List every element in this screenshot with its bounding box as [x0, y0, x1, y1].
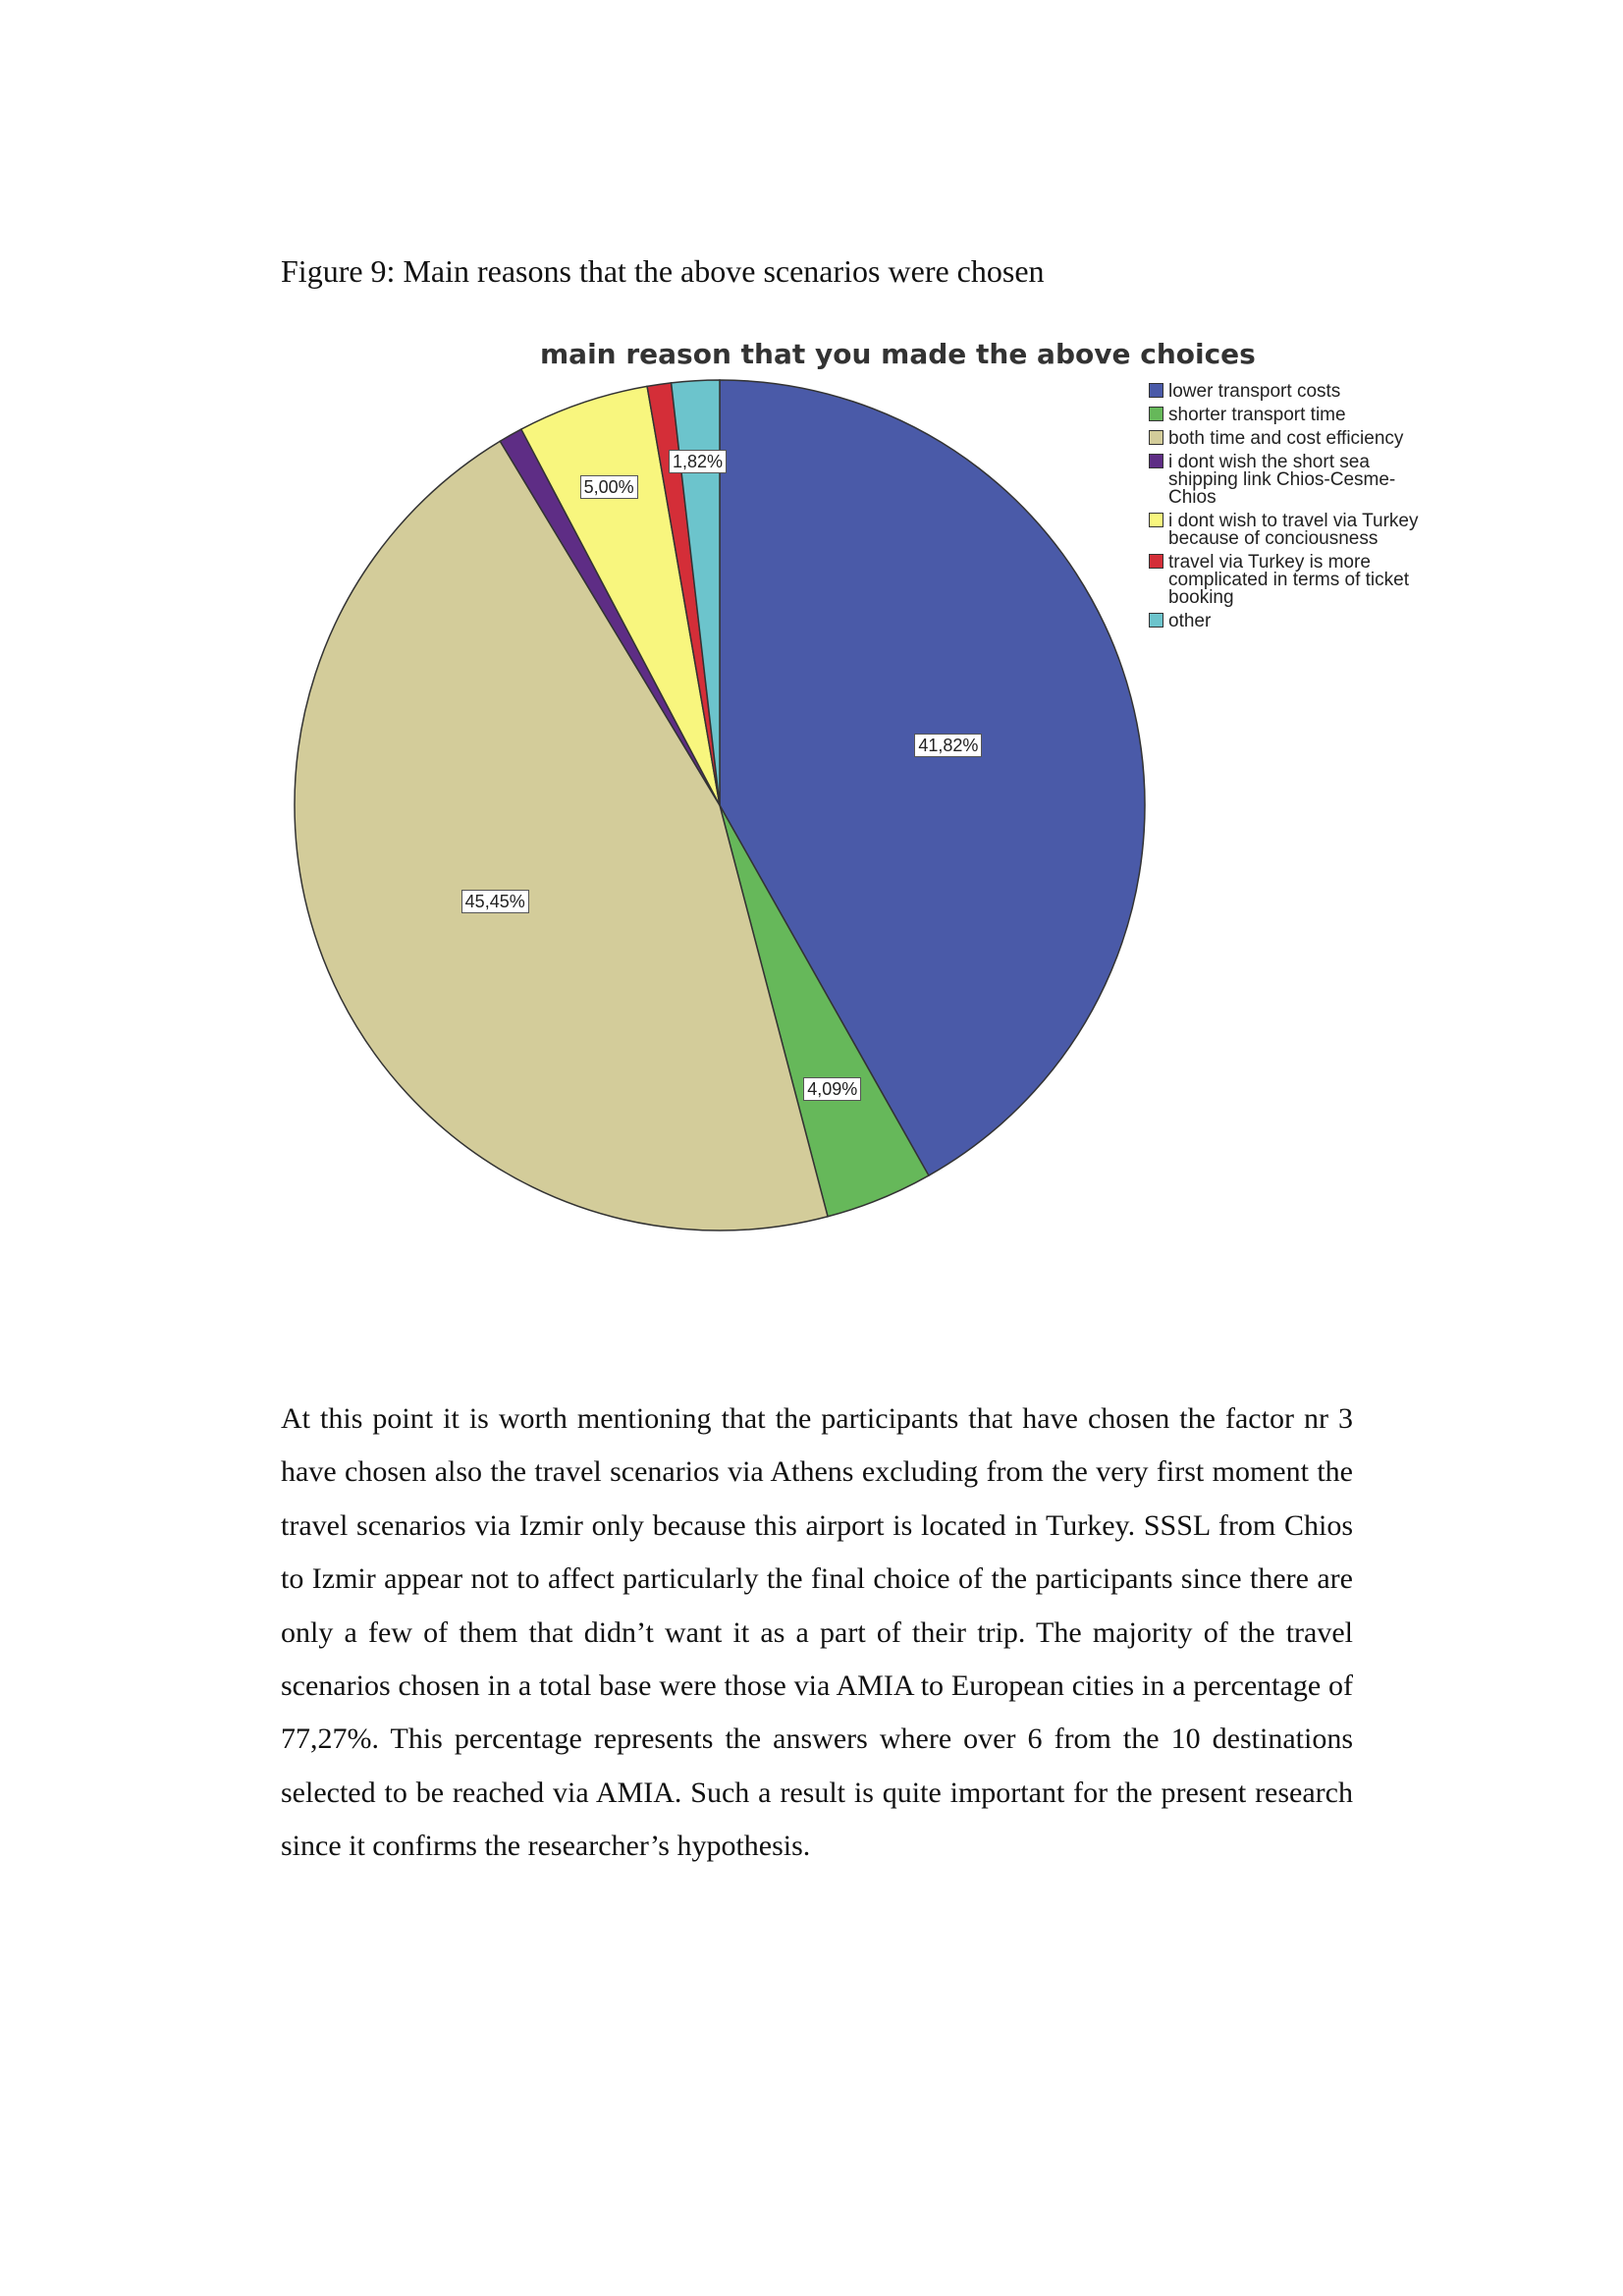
chart-title: main reason that you made the above choices — [540, 338, 1256, 370]
legend-item — [1149, 554, 1434, 607]
legend-swatch — [1149, 430, 1163, 445]
figure-caption: Figure 9: Main reasons that the above scenarios were chosen — [281, 253, 1045, 289]
legend-swatch — [1149, 454, 1163, 468]
slice-percent-label: 45,45% — [461, 890, 529, 913]
legend-item — [1149, 454, 1434, 507]
body-paragraph: At this point it is worth mentioning that the participants that have chosen the factor nr 3 have chosen also the travel scenarios via Athens excluding from the very first moment the travel scenarios via Izmir only because this airport is located in Turkey. SSSL from Chios to Izmir appear not to affect particularly the final choice of the participants since there are only a few of them that didn’t want it as a part of their trip. The majority of the travel scenarios chosen in a total base were those via AMIA to European cities in a percentage of 77,27%. This percentage represents the answers where over 6 from the 10 destinations selected to be reached via AMIA. Such a result is quite important for the present research since it confirms the researcher’s hypothesis. — [281, 1402, 1353, 1863]
legend-item — [1149, 383, 1434, 401]
legend-item — [1149, 513, 1434, 548]
legend-label: other — [1168, 611, 1212, 631]
legend-item — [1149, 407, 1434, 424]
legend-label: i dont wish to travel via Turkey because of conciousness — [1168, 511, 1419, 549]
legend-label: shorter transport time — [1168, 405, 1346, 425]
slice-percent-label: 1,82% — [669, 450, 727, 473]
chart-legend — [1149, 383, 1434, 636]
legend-label: i dont wish the short sea shipping link Chios-Cesme-Chios — [1168, 452, 1396, 508]
legend-swatch — [1149, 407, 1163, 421]
legend-swatch — [1149, 383, 1163, 398]
legend-label: lower transport costs — [1168, 381, 1341, 402]
legend-item — [1149, 430, 1434, 448]
legend-item — [1149, 613, 1434, 630]
legend-label: travel via Turkey is more complicated in terms of ticket booking — [1168, 552, 1409, 608]
legend-label: both time and cost efficiency — [1168, 428, 1404, 449]
legend-swatch — [1149, 613, 1163, 628]
slice-percent-label: 5,00% — [580, 475, 638, 499]
slice-percent-label: 41,82% — [914, 734, 982, 757]
legend-swatch — [1149, 513, 1163, 527]
slice-percent-label: 4,09% — [803, 1077, 861, 1101]
legend-swatch — [1149, 554, 1163, 569]
pie-chart — [275, 334, 1453, 1277]
